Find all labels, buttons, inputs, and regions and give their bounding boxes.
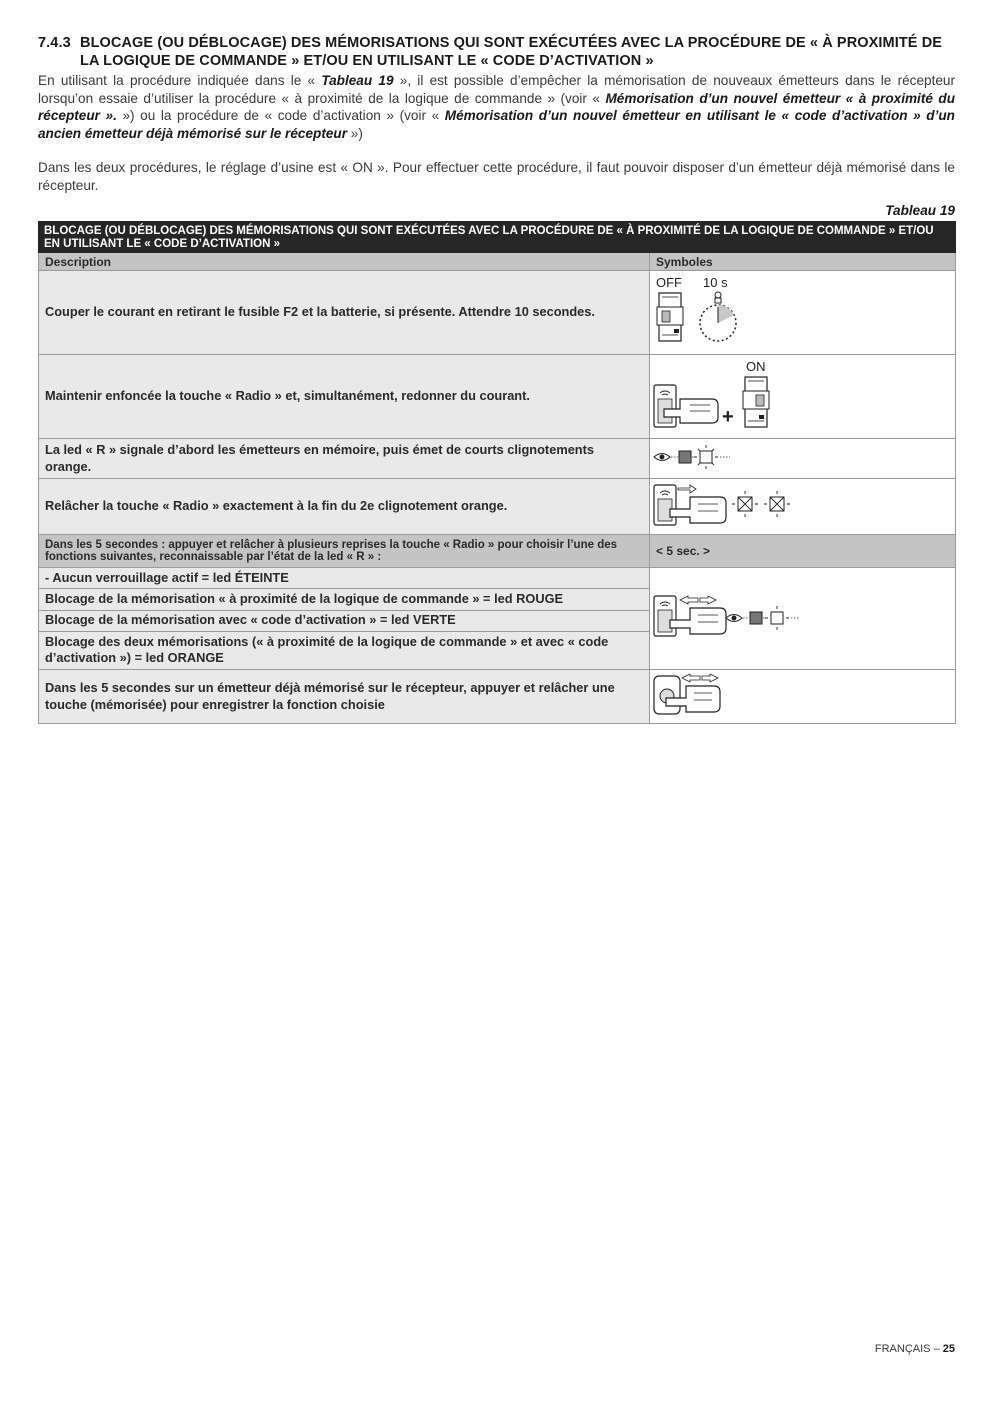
page-number: 25 (942, 1343, 955, 1355)
row-description: Maintenir enfoncée la touche « Radio » et, simultanément, redonner du courant. (39, 355, 650, 439)
column-header-description: Description (39, 253, 650, 271)
intro-paragraph-2: Dans les deux procédures, le réglage d’usine est « ON ». Pour effectuer cette procédure, il faut pouvoir disposer d’un émetteur déjà mémorisé dans le récepteur. (38, 160, 955, 193)
intro-text-c: ») ou la procédure de « code d’activation » (voir « (116, 108, 445, 123)
row-description: Blocage des deux mémorisations (« à proximité de la logique de commande » et avec « code d’activation ») = led ORANGE (39, 631, 650, 669)
table-title: BLOCAGE (OU DÉBLOCAGE) DES MÉMORISATIONS QUI SONT EXÉCUTÉES AVEC LA PROCÉDURE DE « À PROXIMITÉ DE LA LOGIQUE DE COMMANDE » ET/OU EN UTILISANT LE « CODE D’ACTIVATION » (39, 222, 956, 253)
table-row (39, 479, 956, 535)
table-row (39, 271, 956, 355)
intro-text-a: En utilisant la procédure indiquée dans le « (38, 73, 322, 88)
document-page (38, 34, 955, 724)
radio-button-icon (654, 485, 676, 525)
hand-release-icon (670, 497, 726, 523)
press-radio-and-power-on-icon (650, 355, 955, 435)
off-label: OFF (656, 275, 682, 290)
row-description: Dans les 5 secondes sur un émetteur déjà mémorisé sur le récepteur, appuyer et relâcher une touche (mémorisée) pour enregistrer la fonction choisie (39, 670, 650, 724)
row-symbols (650, 568, 956, 670)
breaker-off-timer-icon (650, 271, 955, 351)
procedure-table (38, 221, 956, 724)
section-number: 7.4.3 (38, 35, 71, 51)
table-row (39, 535, 956, 568)
row-symbols (650, 439, 956, 479)
stopwatch-icon (700, 292, 736, 341)
release-radio-icon (650, 479, 955, 531)
five-seconds-label: < 5 sec. > (650, 535, 956, 568)
section-heading (38, 34, 955, 70)
led-orange-blink-icon (764, 491, 790, 517)
release-arrow-icon (678, 485, 696, 493)
circuit-breaker-on-icon (743, 377, 769, 427)
table-caption: Tableau 19 (885, 203, 955, 218)
table-row (39, 355, 956, 439)
row-description: Relâcher la touche « Radio » exactement à la fin du 2e clignotement orange. (39, 479, 650, 535)
repeat-press-led-icon (650, 568, 955, 666)
led-orange-blink-icon (732, 491, 758, 517)
ref-memorisation-code-activation[interactable]: Mémorisation d’un nouvel émetteur en utilisant le « code d’activation » d’un ancien émetteur déjà mémorisé sur le récepteur (38, 108, 955, 141)
radio-button-icon (654, 596, 676, 636)
hand-press-icon (670, 608, 726, 634)
footer-language: FRANÇAIS – (874, 1343, 943, 1355)
row-description: La led « R » signale d’abord les émetteurs en mémoire, puis émet de courts clignotements orange. (39, 439, 650, 479)
led-on-icon (679, 451, 691, 463)
row-description: Dans les 5 secondes : appuyer et relâcher à plusieurs reprises la touche « Radio » pour choisir l’une des fonctions suivantes, reconnaissable par l’état de la led « R » : (39, 535, 650, 568)
led-blink-icon (765, 606, 789, 630)
row-description: Blocage de la mémorisation avec « code d’activation » = led VERTE (39, 610, 650, 631)
circuit-breaker-icon (657, 293, 683, 341)
transmitter-key-icon (654, 676, 680, 714)
page-footer (875, 1343, 955, 1355)
intro-paragraph-1 (38, 72, 955, 142)
row-description: Couper le courant en retirant le fusible F2 et la batterie, si présente. Attendre 10 secondes. (39, 271, 650, 355)
led-on-icon (750, 612, 762, 624)
on-label: ON (746, 359, 766, 374)
row-symbols (650, 271, 956, 355)
row-symbols (650, 355, 956, 439)
eye-icon (726, 615, 742, 622)
table-row (39, 439, 956, 479)
plus-sign: + (722, 406, 734, 428)
row-symbols (650, 479, 956, 535)
led-sequence-icon (650, 439, 955, 475)
press-release-arrows-icon (682, 674, 718, 682)
table-row (39, 568, 956, 589)
intro-text-b: », il est possible d’empêcher la mémorisation de nouveaux émetteurs dans le récepteur lorsqu’on essaie d’utiliser la procédure « à proximité de la logique de commande » (voir « (38, 73, 956, 106)
section-title: BLOCAGE (OU DÉBLOCAGE) DES MÉMORISATIONS QUI SONT EXÉCUTÉES AVEC LA PROCÉDURE DE « À PROXIMITÉ DE LA LOGIQUE DE COMMANDE » ET/OU EN UTILISANT LE « CODE D’ACTIVATION » (80, 35, 943, 69)
transmitter-press-icon (650, 670, 955, 720)
eye-icon (654, 454, 670, 461)
led-blink-icon (694, 445, 718, 469)
press-release-arrows-icon (680, 596, 716, 604)
ref-memorisation-proximite[interactable]: Mémorisation d’un nouvel émetteur « à proximité du récepteur ». (38, 90, 956, 123)
column-header-symbols: Symboles (650, 253, 956, 271)
row-symbols (650, 670, 956, 724)
ref-tableau-19[interactable]: Tableau 19 (321, 73, 394, 88)
table-row (39, 670, 956, 724)
radio-button-icon (654, 385, 676, 427)
time-label: 10 s (703, 275, 728, 290)
row-description: Blocage de la mémorisation « à proximité de la logique de commande » = led ROUGE (39, 589, 650, 610)
row-description: - Aucun verrouillage actif = led ÉTEINTE (39, 568, 650, 589)
intro-text-d: ») (347, 125, 363, 141)
